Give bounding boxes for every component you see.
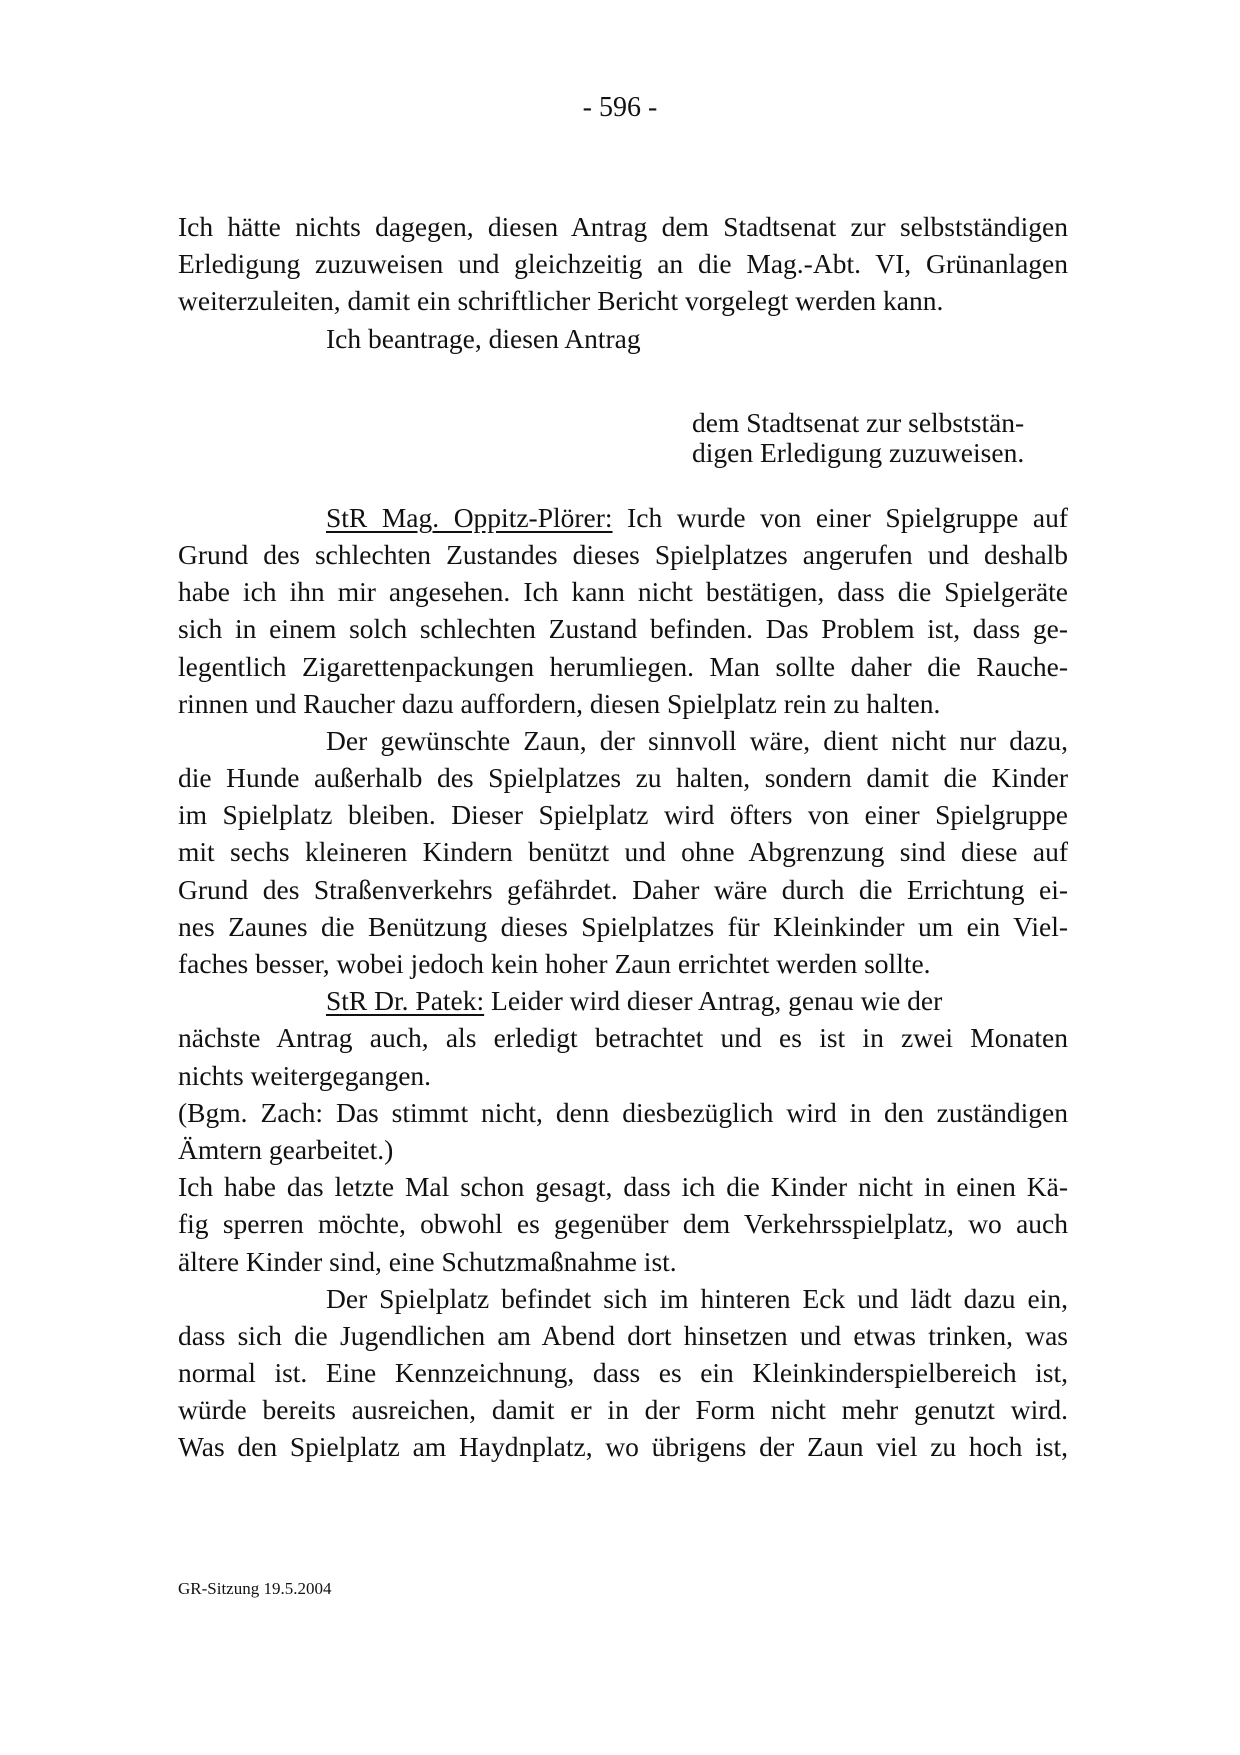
text-line: nächste Antrag auch, als erledigt betrachtet und es ist in zwei Monaten (178, 1022, 1068, 1054)
text-line: legentlich Zigarettenpackungen herumliegen. Man sollte daher die Rauche- (178, 650, 1068, 682)
text-line: Der Spielplatz befindet sich im hinteren Eck und lädt dazu ein, (326, 1282, 1068, 1314)
motion-lead: Ich beantrage, diesen Antrag (326, 322, 641, 354)
text-line: Grund des schlechten Zustandes dieses Spielplatzes angerufen und deshalb (178, 538, 1068, 570)
speaker-line (178, 982, 1068, 1019)
interjection-line: Ämtern gearbeitet.) (178, 1133, 394, 1165)
text-line: habe ich ihn mir angesehen. Ich kann nicht bestätigen, dass die Spielgeräte (178, 576, 1068, 608)
text-line: normal ist. Eine Kennzeichnung, dass es ein Kleinkinderspielbereich ist, (178, 1357, 1068, 1389)
motion-line: dem Stadtsenat zur selbststän- (692, 407, 1025, 438)
text-line: mit sechs kleineren Kindern benützt und ohne Abgrenzung sind diese auf (178, 836, 1068, 868)
text-line: faches besser, wobei jedoch kein hoher Zaun errichtet werden sollte. (178, 948, 931, 979)
text-line: weiterzuleiten, damit ein schriftlicher Bericht vorgelegt werden kann. (178, 285, 944, 317)
text-line: Der gewünschte Zaun, der sinnvoll wäre, dient nicht nur dazu, (326, 724, 1068, 756)
text-line: Ich hätte nichts dagegen, diesen Antrag dem Stadtsenat zur selbstständigen (178, 211, 1068, 242)
speaker-name: StR Dr. Patek: (326, 985, 485, 1017)
text-line: Was den Spielplatz am Haydnplatz, wo übrigens der Zaun viel zu hoch ist, (178, 1431, 1068, 1463)
motion-line: digen Erledigung zuzuweisen. (692, 437, 1025, 468)
text-line: Erledigung zuzuweisen und gleichzeitig an die Mag.-Abt. VI, Grünanlagen (178, 248, 1068, 280)
text-fragment: Ich wurde von einer Spielgruppe auf (627, 501, 1068, 533)
text-line: dass sich die Jugendlichen am Abend dort hinsetzen und etwas trinken, was (178, 1319, 1068, 1351)
text-fragment: Leider wird dieser Antrag, genau wie der (491, 985, 943, 1017)
footer: GR-Sitzung 19.5.2004 (178, 1579, 332, 1598)
speaker-name: StR Mag. Oppitz-Plörer: (326, 501, 613, 533)
document-body (178, 208, 1068, 1466)
text-line: nichts weitergegangen. (178, 1059, 432, 1091)
text-line: ältere Kinder sind, eine Schutzmaßnahme ist. (178, 1245, 677, 1277)
text-line: im Spielplatz bleiben. Dieser Spielplatz wird öfters von einer Spielgruppe (178, 799, 1068, 831)
text-line: rinnen und Raucher dazu auffordern, diesen Spielplatz rein zu halten. (178, 687, 941, 719)
motion-block (692, 408, 1024, 468)
text-line: Grund des Straßenverkehrs gefährdet. Daher wäre durch die Errichtung ei- (178, 873, 1068, 905)
page-number: - 596 - (582, 92, 658, 123)
text-line: sich in einem solch schlechten Zustand befinden. Das Problem ist, dass ge- (178, 613, 1068, 645)
interjection-line: (Bgm. Zach: Das stimmt nicht, denn diesbezüglich wird in den zuständigen (178, 1096, 1068, 1128)
text-line: würde bereits ausreichen, damit er in der Form nicht mehr genutzt wird. (178, 1394, 1068, 1426)
text-line: Ich habe das letzte Mal schon gesagt, dass ich die Kinder nicht in einen Kä- (178, 1171, 1068, 1203)
text-line: nes Zaunes die Benützung dieses Spielplatzes für Kleinkinder um ein Viel- (178, 910, 1068, 942)
text-line: die Hunde außerhalb des Spielplatzes zu halten, sondern damit die Kinder (178, 762, 1068, 794)
text-line: fig sperren möchte, obwohl es gegenüber dem Verkehrsspielplatz, wo auch (178, 1208, 1068, 1240)
speaker-line (178, 499, 1068, 536)
